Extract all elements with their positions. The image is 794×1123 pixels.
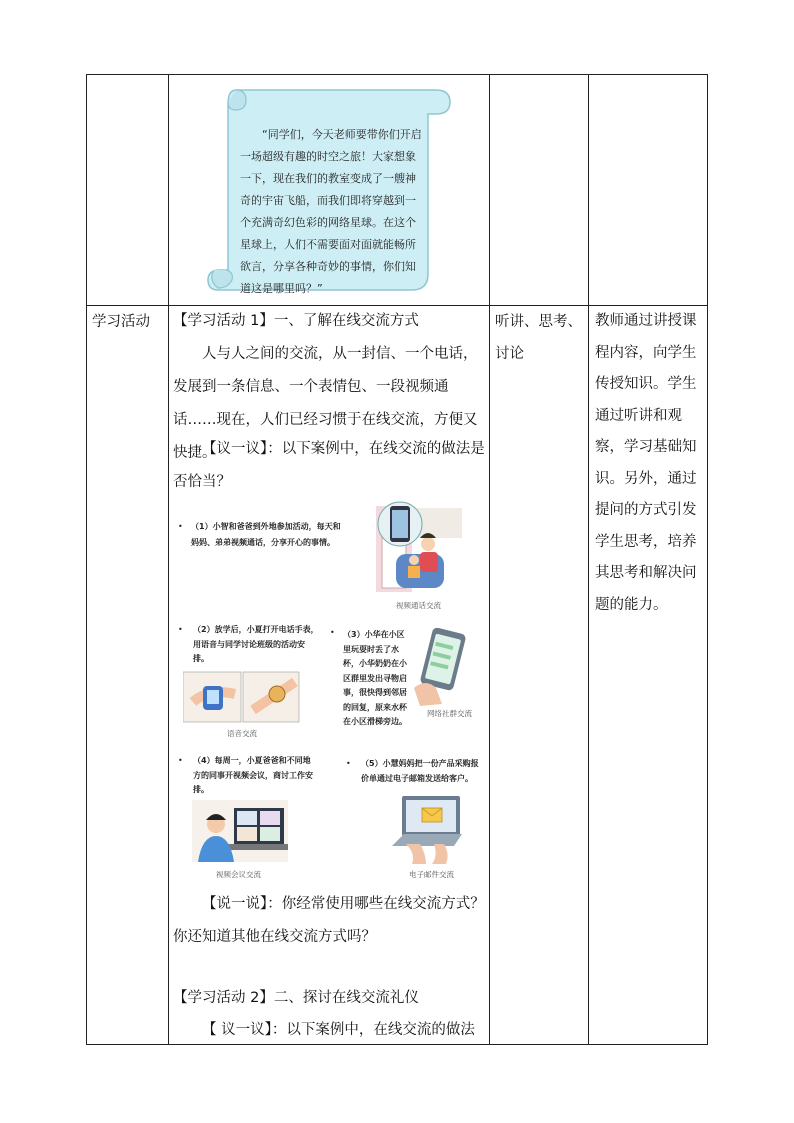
intro-scroll-text: “同学们，今天老师要带你们开启一场超级有趣的时空之旅！大家想象一下，现在我们的教室变成了一艘神奇的宇宙飞船，而我们即将穿越到一个充满奇幻色彩的网络星球。在这个星球上，人们不需要面对面就能畅所欲言，分享各种奇妙的事情，你们知道这是哪里吗？” xyxy=(240,128,422,295)
activity2-heading: 【学习活动 2】二、探讨在线交流礼仪 xyxy=(173,990,419,1006)
activity1-heading: 【学习活动 1】一、了解在线交流方式 xyxy=(173,313,419,329)
table-column-divider-1 xyxy=(168,74,169,1045)
case-2-caption: 语音交流 xyxy=(227,729,257,738)
case-bullet: • xyxy=(330,628,335,637)
case-4-caption: 视频会议交流 xyxy=(216,870,261,879)
voice-chat-illustration xyxy=(183,668,301,724)
row-label: 学习活动 xyxy=(92,314,150,330)
group-chat-illustration xyxy=(412,628,476,708)
email-illustration xyxy=(392,794,464,866)
case-1-caption: 视频通话交流 xyxy=(396,601,441,610)
case-3-text: （3）小华在小区里玩耍时丢了水杯，小华奶奶在小区群里发出寻物启事，很快得到邻居的回复，原来水杯在小区滑梯旁边。 xyxy=(343,630,407,726)
table-border-left xyxy=(86,74,87,1045)
case-bullet: • xyxy=(178,756,183,765)
table-border-top xyxy=(86,74,707,75)
student-activity: 听讲、思考、讨论 xyxy=(495,314,582,362)
activity1-speak: 【说一说】：你经常使用哪些在线交流方式？你还知道其他在线交流方式吗？ xyxy=(173,896,485,945)
case-bullet: • xyxy=(346,759,351,768)
table-border-right xyxy=(707,74,708,1045)
activity1-discuss: 【议一议】：以下案例中，在线交流的做法是否恰当？ xyxy=(173,441,485,490)
case-2-text: （2）放学后，小夏打开电话手表，用语音与同学讨论班级的活动安排。 xyxy=(193,625,319,663)
design-intent: 教师通过讲授课程内容，向学生传授知识。学生通过听讲和观察，学习基础知识。另外，通过提问的方式引发学生思考，培养其思考和解决问题的能力。 xyxy=(595,313,697,613)
case-bullet: • xyxy=(178,625,183,634)
video-call-illustration xyxy=(370,498,466,596)
table-column-divider-3 xyxy=(588,74,589,1045)
case-3-caption: 网络社群交流 xyxy=(427,709,472,718)
intro-scroll xyxy=(206,84,452,300)
activity2-discuss: 【 议一议】：以下案例中，在线交流的做法 xyxy=(202,1022,475,1038)
case-1-text: （1）小智和爸爸到外地参加活动，每天和妈妈、弟弟视频通话，分享开心的事情。 xyxy=(191,522,341,547)
case-5-text: （5）小慧妈妈把一份产品采购报价单通过电子邮箱发送给客户。 xyxy=(361,759,479,783)
case-5-caption: 电子邮件交流 xyxy=(409,870,454,879)
video-meeting-illustration xyxy=(192,800,288,864)
case-4-text: （4）每周一，小夏爸爸和不同地方的同事开视频会议，商讨工作安排。 xyxy=(193,756,313,794)
table-column-divider-2 xyxy=(489,74,490,1045)
case-bullet: • xyxy=(178,522,183,531)
activity1-paragraph: 人与人之间的交流，从一封信、一个电话，发展到一条信息、一个表情包、一段视频通话……现在，人们已经习惯于在线交流，方便又快捷。 xyxy=(173,346,478,461)
